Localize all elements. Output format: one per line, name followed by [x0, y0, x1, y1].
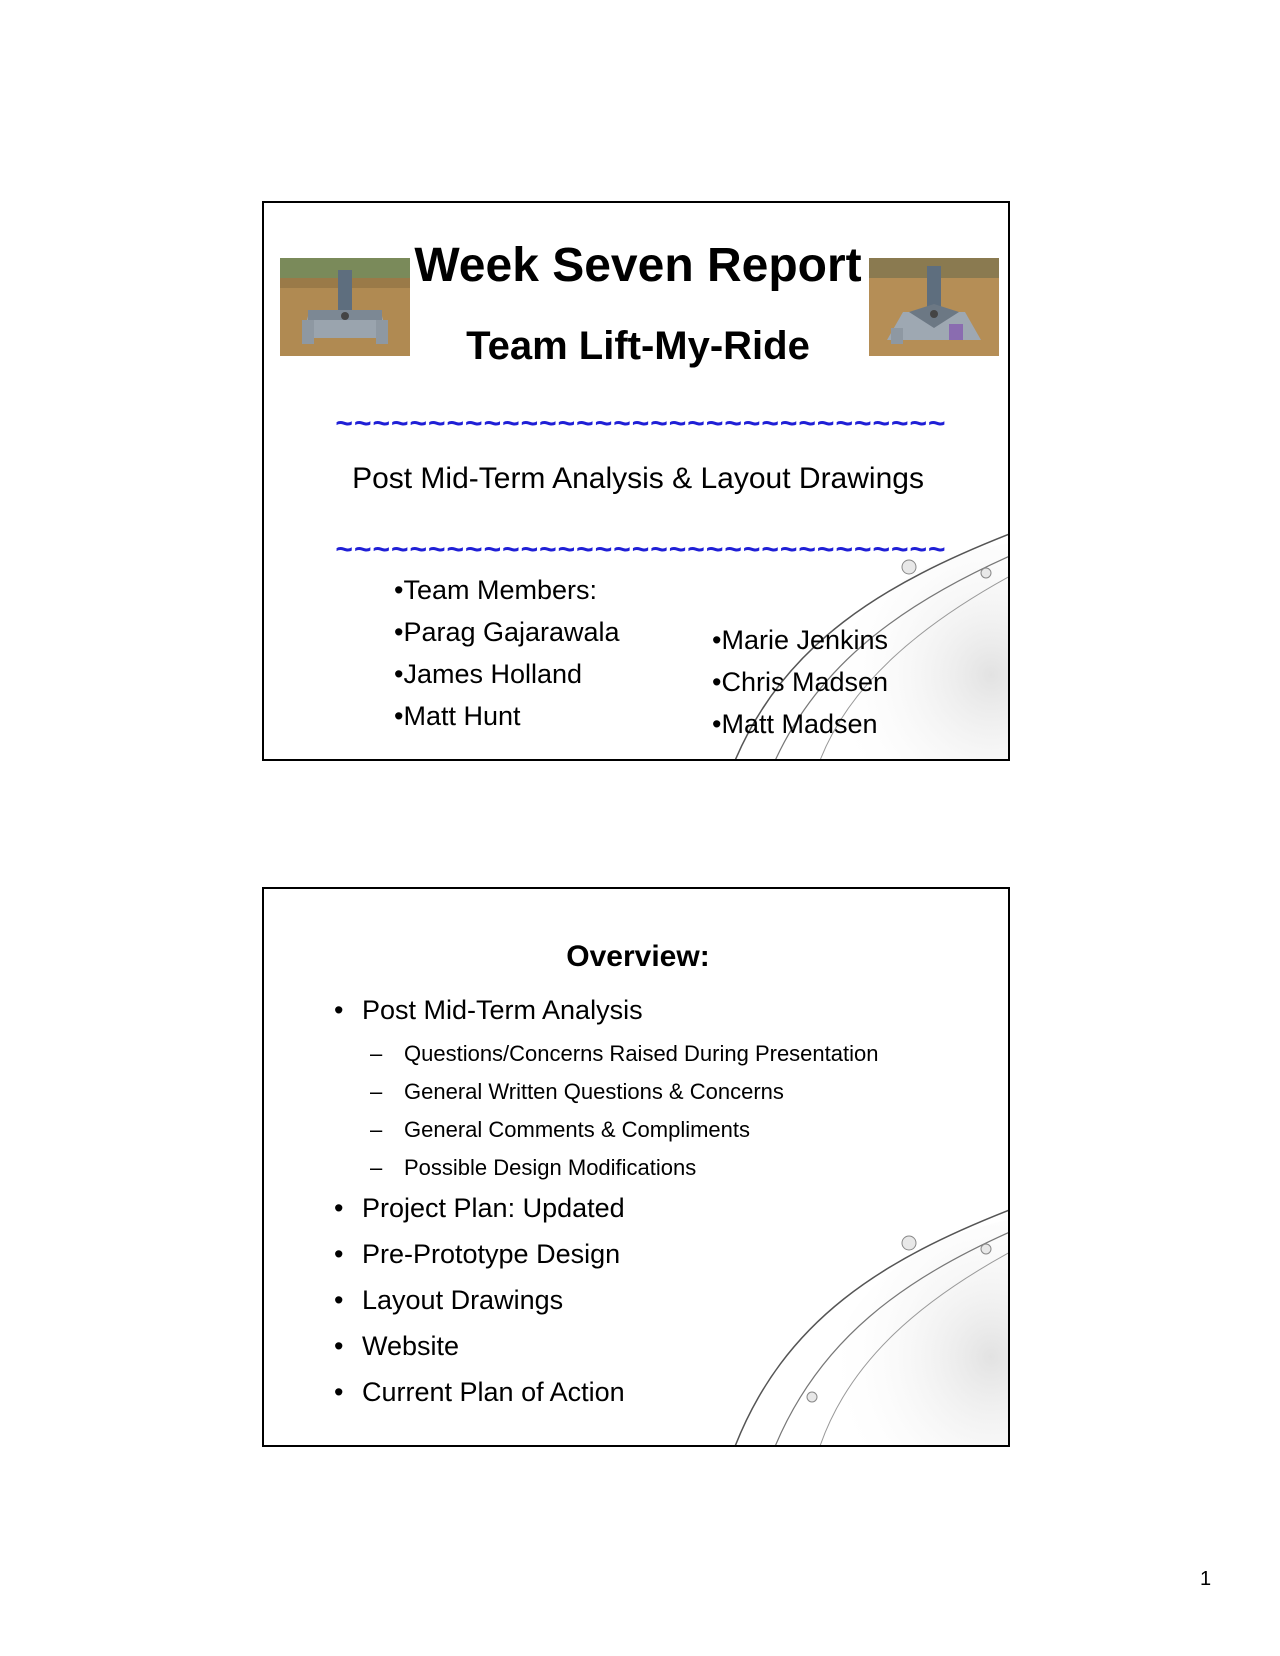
- page-number: 1: [1200, 1568, 1212, 1590]
- member-item: •Parag Gajarawala: [394, 617, 620, 647]
- list-item: [334, 1237, 974, 1271]
- bullet: •: [334, 995, 344, 1025]
- list-item: [334, 1283, 974, 1317]
- bullet: •: [334, 1377, 344, 1407]
- member-item: •James Holland: [394, 659, 583, 689]
- team-members-list: [394, 569, 620, 737]
- dash: –: [370, 1079, 383, 1104]
- member-item: •Matt Madsen: [712, 709, 878, 739]
- sub-item-text: General Comments & Compliments: [404, 1117, 751, 1142]
- list-item-text: Post Mid-Term Analysis: [362, 995, 643, 1025]
- member-item: •Matt Hunt: [394, 701, 521, 731]
- member-item: •Marie Jenkins: [712, 625, 889, 655]
- list-item-text: Website: [362, 1331, 460, 1361]
- sub-item: [370, 1039, 974, 1069]
- list-item: [334, 1375, 974, 1409]
- overview-list: [334, 993, 974, 1421]
- team-members-list: [712, 619, 888, 745]
- list-item-text: Project Plan: Updated: [362, 1193, 625, 1223]
- slide-title: Overview:: [566, 940, 710, 973]
- sub-item-text: Questions/Concerns Raised During Presentation: [404, 1041, 879, 1066]
- list-item-text: Current Plan of Action: [362, 1377, 625, 1407]
- list-item: [334, 1191, 974, 1225]
- sub-item-text: Possible Design Modifications: [404, 1155, 697, 1180]
- list-item: [334, 1329, 974, 1363]
- tilde-divider: ~~~~~~~~~~~~~~~~~~~~~~~~~~~~~~~~~: [335, 533, 947, 566]
- tilde-divider: ~~~~~~~~~~~~~~~~~~~~~~~~~~~~~~~~~: [335, 407, 947, 440]
- sub-item: [370, 1115, 974, 1145]
- title-slide: [262, 201, 1010, 761]
- member-item: •Team Members:: [394, 575, 598, 605]
- slide-title: Week Seven Report: [414, 239, 862, 292]
- bullet: •: [334, 1285, 344, 1315]
- sub-item: [370, 1077, 974, 1107]
- list-item: [334, 993, 974, 1027]
- member-item: •Chris Madsen: [712, 667, 889, 697]
- overview-slide: [262, 887, 1010, 1447]
- dash: –: [370, 1117, 383, 1142]
- sub-item-text: General Written Questions & Concerns: [404, 1079, 784, 1104]
- bullet: •: [334, 1239, 344, 1269]
- bullet: •: [334, 1193, 344, 1223]
- sub-list: [334, 1039, 974, 1183]
- sub-item: [370, 1153, 974, 1183]
- dash: –: [370, 1041, 383, 1066]
- list-item-text: Layout Drawings: [362, 1285, 564, 1315]
- dash: –: [370, 1155, 383, 1180]
- bullet: •: [334, 1331, 344, 1361]
- slide-subtitle: Post Mid-Term Analysis & Layout Drawings: [352, 462, 924, 495]
- list-item-text: Pre-Prototype Design: [362, 1239, 621, 1269]
- team-name: Team Lift-My-Ride: [466, 324, 810, 368]
